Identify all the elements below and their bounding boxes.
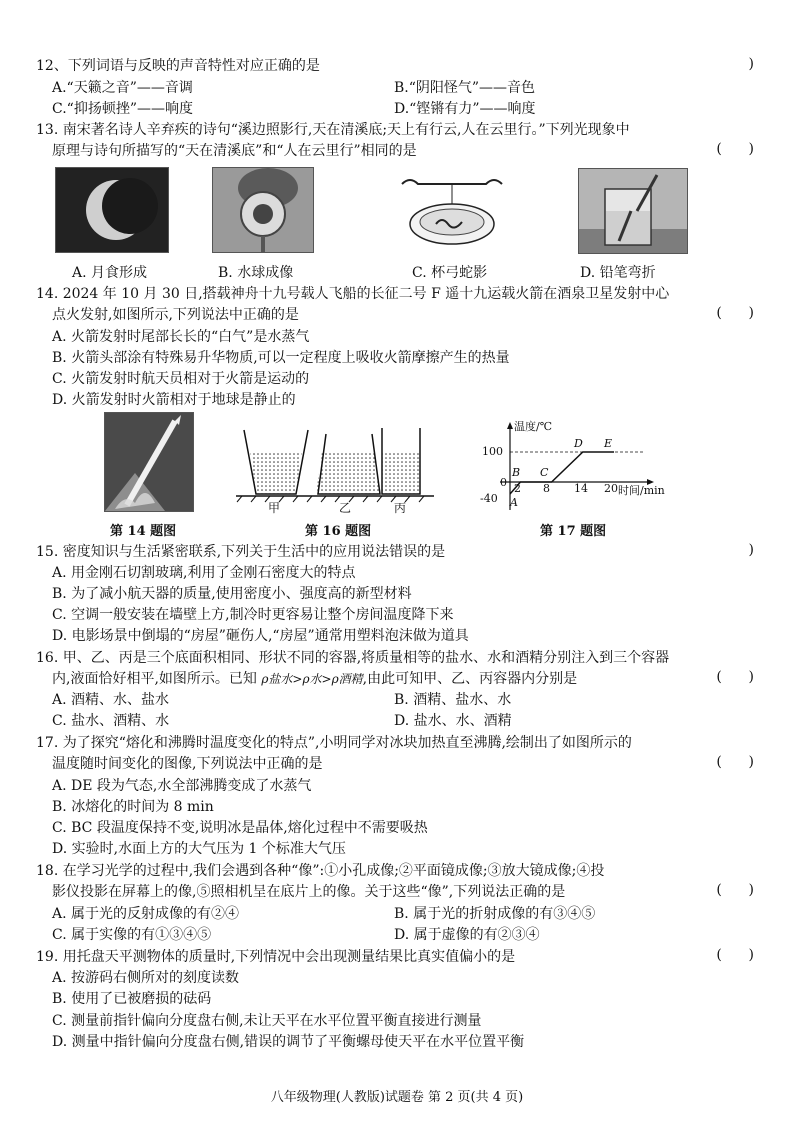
q13-option-a: A. 月食形成 (72, 265, 148, 281)
q15-option-b: B. 为了减小航天器的质量,使用密度小、强度高的新型材料 (52, 586, 412, 602)
fig17-xtick-2: 2 (514, 482, 521, 495)
q13-option-c: C. 杯弓蛇影 (412, 265, 488, 281)
q16-answer-paren: ( ) (716, 669, 754, 685)
q18-option-b: B. 属于光的折射成像的有③④⑤ (394, 906, 596, 922)
q12-answer-paren: ) (748, 56, 754, 72)
fig17-point-e: E (604, 437, 613, 450)
bent-pencil-photo (578, 168, 688, 254)
q14-option-d: D. 火箭发射时火箭相对于地球是静止的 (52, 392, 296, 408)
q15-option-c: C. 空调一般安装在墙壁上方,制冷时更容易让整个房间温度降下来 (52, 607, 454, 623)
q12-stem: 12、下列词语与反映的声音特性对应正确的是 (36, 58, 320, 74)
container-label-yi: 乙 (339, 501, 352, 515)
density-relation: ρ盐水>ρ水>ρ酒精 (261, 672, 363, 686)
q12-option-b: B.“阴阳怪气”——音色 (394, 80, 536, 96)
fig16-containers (236, 420, 434, 515)
q17-stem-line2: 温度随时间变化的图像,下列说法中正确的是 (52, 756, 323, 772)
q19-option-c: C. 测量前指针偏向分度盘右侧,未让天平在水平位置平衡直接进行测量 (52, 1013, 482, 1029)
q12-option-c: C.“抑扬顿挫”——响度 (52, 101, 193, 117)
q15-stem: 15. 密度知识与生活紧密联系,下列关于生活中的应用说法错误的是 (36, 544, 446, 560)
q17-option-a: A. DE 段为气态,水全部沸腾变成了水蒸气 (52, 778, 312, 794)
q13-stem-line1: 13. 南宋著名诗人辛弃疾的诗句“溪边照影行,天在清溪底;天上有行云,人在云里行。”下列光现象中 (36, 122, 630, 138)
q15-option-a: A. 用金刚石切割玻璃,利用了金刚石密度大的特点 (52, 565, 356, 581)
q16-stem-line2: 内,液面恰好相平,如图所示。已知 ρ盐水>ρ水>ρ酒精,由此可知甲、乙、丙容器内分别是 (52, 671, 578, 687)
q19-stem: 19. 用托盘天平测物体的质量时,下列情况中会出现测量结果比真实值偏小的是 (36, 949, 516, 965)
q17-stem-line1: 17. 为了探究“熔化和沸腾时温度变化的特点”,小明同学对冰块加热直至沸腾,绘制出了如图所示的 (36, 735, 632, 751)
fig17-ylabel: 温度/℃ (514, 420, 553, 433)
q16-option-d: D. 盐水、水、酒精 (394, 713, 512, 729)
q14-stem-line2: 点火发射,如图所示,下列说法中正确的是 (52, 307, 299, 323)
fig17-xtick-20: 20 (604, 482, 618, 495)
q13-answer-paren: ( ) (716, 141, 754, 157)
q16-option-a: A. 酒精、水、盐水 (52, 692, 170, 708)
container-label-bing: 丙 (394, 501, 407, 515)
q13-option-b: B. 水球成像 (218, 265, 294, 281)
fig17-ytick-0: 0 (500, 476, 507, 489)
q18-stem-line2: 影仪投影在屏幕上的像,⑤照相机呈在底片上的像。关于这些“像”,下列说法正确的是 (52, 884, 566, 900)
q18-option-a: A. 属于光的反射成像的有②④ (52, 906, 240, 922)
q14-option-c: C. 火箭发射时航天员相对于火箭是运动的 (52, 371, 310, 387)
page-footer: 八年级物理(人教版)试题卷 第 2 页(共 4 页) (270, 1090, 524, 1105)
fig17-xlabel: 时间/min (618, 484, 665, 497)
q19-option-b: B. 使用了已被磨损的砝码 (52, 991, 212, 1007)
q12-option-a: A.“天籁之音”——音调 (52, 80, 193, 96)
q16-option-b: B. 酒精、盐水、水 (394, 692, 512, 708)
q18-stem-line1: 18. 在学习光学的过程中,我们会遇到各种“像”:①小孔成像;②平面镜成像;③放大镜成像;④投 (36, 863, 605, 879)
q12-option-d: D.“铿锵有力”——响度 (394, 101, 536, 117)
container-label-jia: 甲 (268, 501, 281, 515)
q17-option-b: B. 冰熔化的时间为 8 min (52, 799, 214, 815)
q14-answer-paren: ( ) (716, 305, 754, 321)
fig17-ytick-100: 100 (482, 445, 503, 458)
q18-answer-paren: ( ) (716, 882, 754, 898)
rocket-launch-photo (104, 412, 194, 512)
water-ball-photo (212, 167, 314, 253)
q19-option-d: D. 测量中指针偏向分度盘右侧,错误的调节了平衡螺母使天平在水平位置平衡 (52, 1034, 525, 1050)
q14-stem-line1: 14. 2024 年 10 月 30 日,搭载神舟十九号载人飞船的长征二号 F 遥十九运载火箭在酒泉卫星发射中心 (36, 286, 670, 302)
lunar-eclipse-photo (55, 167, 169, 253)
temperature-curve (510, 452, 614, 494)
q15-option-d: D. 电影场景中倒塌的“房屋”砸伤人,“房屋”通常用塑料泡沫做为道具 (52, 628, 469, 644)
q13-stem-line2: 原理与诗句所描写的“天在清溪底”和“人在云里行”相同的是 (52, 143, 417, 159)
q15-answer-paren: ) (748, 542, 754, 558)
fig17-point-d: D (574, 437, 583, 450)
fig16-caption: 第 16 题图 (305, 524, 372, 539)
fig17-caption: 第 17 题图 (540, 524, 607, 539)
fig17-point-b: B (512, 466, 521, 479)
fig14-caption: 第 14 题图 (110, 524, 177, 539)
q17-answer-paren: ( ) (716, 754, 754, 770)
q14-option-b: B. 火箭头部涂有特殊易升华物质,可以一定程度上吸收火箭摩擦产生的热量 (52, 350, 510, 366)
fig17-point-c: C (540, 466, 549, 479)
q19-answer-paren: ( ) (716, 947, 754, 963)
q17-option-c: C. BC 段温度保持不变,说明冰是晶体,熔化过程中不需要吸热 (52, 820, 428, 836)
q13-option-d: D. 铅笔弯折 (580, 265, 656, 281)
q14-option-a: A. 火箭发射时尾部长长的“白气”是水蒸气 (52, 329, 310, 345)
fig17-xtick-14: 14 (574, 482, 588, 495)
fig17-temperature-graph (478, 420, 678, 512)
q18-option-c: C. 属于实像的有①③④⑤ (52, 927, 212, 943)
q17-option-d: D. 实验时,水面上方的大气压为 1 个标准大气压 (52, 841, 346, 857)
q16-stem-line1: 16. 甲、乙、丙是三个底面积相同、形状不同的容器,将质量相等的盐水、水和酒精分别注入到三个容器 (36, 650, 670, 666)
fig17-xtick-8: 8 (543, 482, 550, 495)
q16-option-c: C. 盐水、酒精、水 (52, 713, 170, 729)
q19-option-a: A. 按游码右侧所对的刻度读数 (52, 970, 240, 986)
bow-shadow-drawing (396, 172, 508, 254)
q18-option-d: D. 属于虚像的有②③④ (394, 927, 540, 943)
fig17-point-a: A (510, 496, 518, 509)
fig17-ytick-neg40: -40 (480, 492, 498, 505)
